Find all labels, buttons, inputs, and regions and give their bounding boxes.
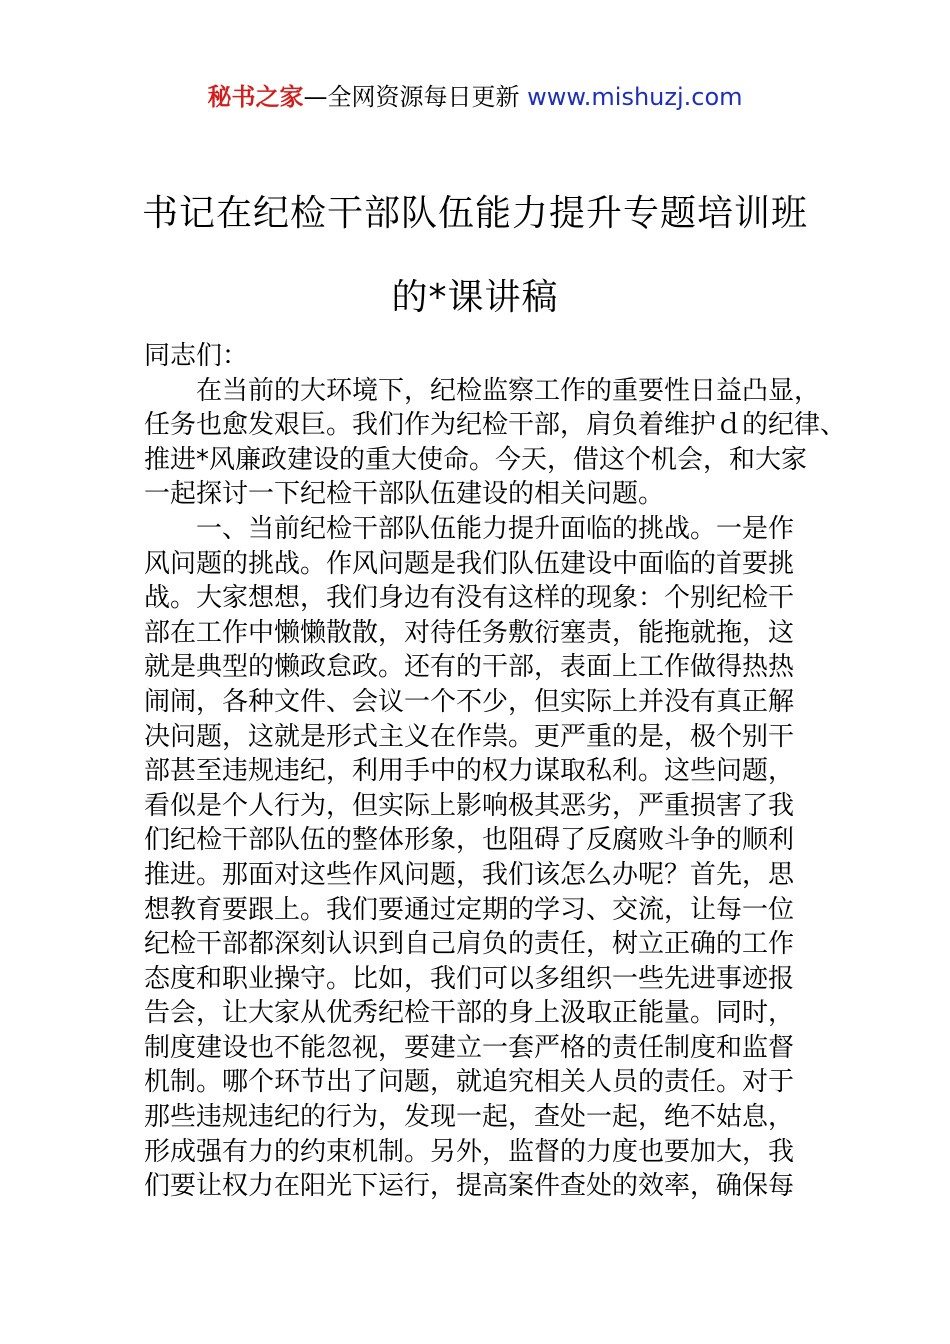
body-line: 看似是个人行为，但实际上影响极其恶劣，严重损害了我 bbox=[144, 790, 795, 821]
salutation: 同志们： bbox=[144, 341, 249, 371]
body-line: 纪检干部都深刻认识到自己肩负的责任，树立正确的工作 bbox=[144, 929, 795, 960]
body-line: 任务也愈发艰巨。我们作为纪检干部，肩负着维护ｄ的纪律、 bbox=[144, 410, 847, 441]
body-line: 一起探讨一下纪检干部队伍建设的相关问题。 bbox=[144, 479, 665, 510]
body-line: 想教育要跟上。我们要通过定期的学习、交流，让每一位 bbox=[144, 894, 795, 925]
body-line: 们纪检干部队伍的整体形象，也阻碍了反腐败斗争的顺利 bbox=[144, 825, 795, 856]
body-line: 们要让权力在阳光下运行，提高案件查处的效率，确保每 bbox=[144, 1171, 795, 1202]
body-line: 态度和职业操守。比如，我们可以多组织一些先进事迹报 bbox=[144, 963, 795, 994]
body-line: 推进。那面对这些作风问题，我们该怎么办呢？首先，思 bbox=[144, 859, 795, 890]
site-tagline: —全网资源每日更新 bbox=[303, 83, 528, 111]
body-line: 风问题的挑战。作风问题是我们队伍建设中面临的首要挑 bbox=[144, 548, 795, 579]
body-line: 那些违规违纪的行为，发现一起，查处一起，绝不姑息， bbox=[144, 1102, 795, 1133]
document-title bbox=[0, 172, 950, 340]
body-line: 一、当前纪检干部队伍能力提升面临的挑战。一是作 bbox=[196, 513, 795, 544]
site-url-link[interactable]: www.mishuzj.com bbox=[527, 83, 743, 111]
body-line: 战。大家想想，我们身边有没有这样的现象：个别纪检干 bbox=[144, 583, 795, 614]
body-line: 推进*风廉政建设的重大使命。今天，借这个机会，和大家 bbox=[144, 444, 808, 475]
document-body bbox=[144, 339, 847, 1204]
body-line: 决问题，这就是形式主义在作祟。更严重的是，极个别干 bbox=[144, 721, 795, 752]
body-line: 机制。哪个环节出了问题，就追究相关人员的责任。对于 bbox=[144, 1067, 795, 1098]
site-brand: 秘书之家 bbox=[207, 83, 304, 111]
body-line: 在当前的大环境下，纪检监察工作的重要性日益凸显， bbox=[196, 375, 821, 406]
title-line-1: 书记在纪检干部队伍能力提升专题培训班 bbox=[141, 193, 808, 234]
body-line: 制度建设也不能忽视，要建立一套严格的责任制度和监督 bbox=[144, 1032, 795, 1063]
body-line: 部在工作中懒懒散散，对待任务敷衍塞责，能拖就拖，这 bbox=[144, 617, 795, 648]
body-line: 闹闹，各种文件、会议一个不少，但实际上并没有真正解 bbox=[144, 686, 795, 717]
body-line: 就是典型的懒政怠政。还有的干部，表面上工作做得热热 bbox=[144, 652, 795, 683]
body-line: 形成强有力的约束机制。另外，监督的力度也要加大，我 bbox=[144, 1136, 795, 1167]
body-line: 告会，让大家从优秀纪检干部的身上汲取正能量。同时， bbox=[144, 998, 795, 1029]
site-header bbox=[0, 80, 950, 114]
body-line: 部甚至违规违纪，利用手中的权力谋取私利。这些问题， bbox=[144, 756, 795, 787]
title-line-2: 的*课讲稿 bbox=[391, 277, 559, 318]
